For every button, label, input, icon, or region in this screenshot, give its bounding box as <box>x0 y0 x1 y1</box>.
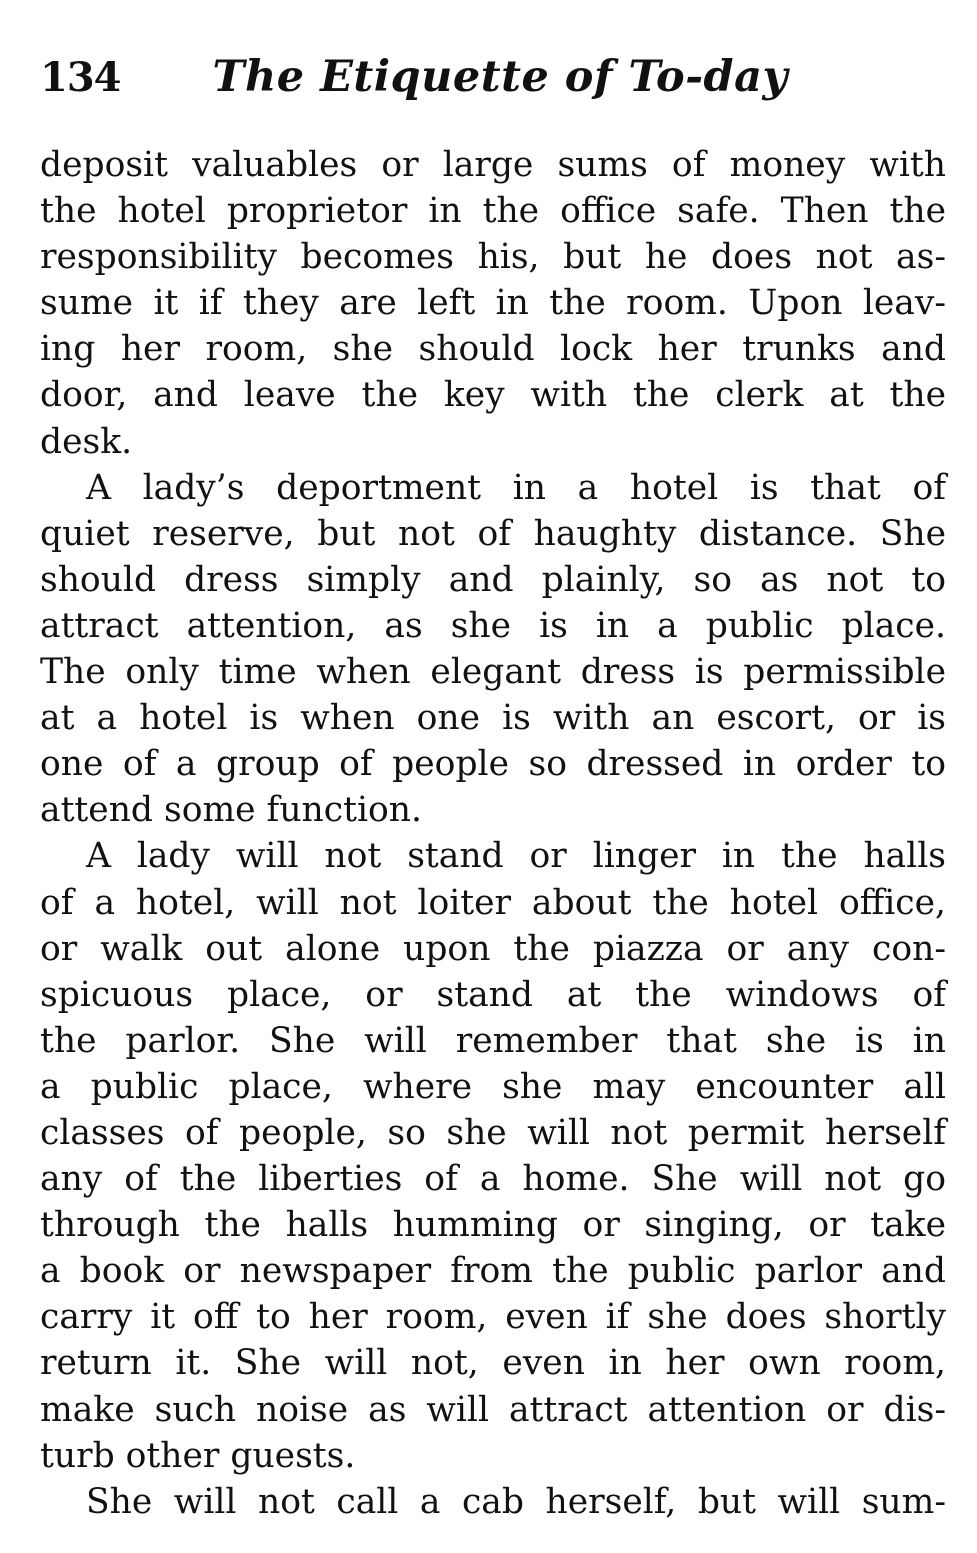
text-line: A lady will not stand or linger in the halls <box>86 836 946 877</box>
text-line: or walk out alone upon the piazza or any con- <box>40 928 946 969</box>
text-line: A lady’s deportment in a hotel is that of <box>86 467 946 508</box>
text-line: attend some function. <box>40 790 422 831</box>
text-line: should dress simply and plainly, so as not to <box>40 559 946 600</box>
text-line: sume it if they are left in the room. Upon leav- <box>40 283 946 324</box>
text-line: spicuous place, or stand at the windows of <box>40 974 946 1015</box>
text-line: deposit valuables or large sums of money with <box>40 145 946 185</box>
paragraph-4 <box>40 1479 946 1525</box>
text-line: a book or newspaper from the public parlor and <box>40 1251 946 1292</box>
text-line: make such noise as will attract attention or dis- <box>40 1389 946 1430</box>
text-line: at a hotel is when one is with an escort, or is <box>40 698 946 739</box>
text-line: turb other guests. <box>40 1435 356 1476</box>
text-line: She will not call a cab herself, but will sum- <box>86 1481 946 1522</box>
paragraph-1 <box>40 142 946 465</box>
text-line: classes of people, so she will not permit herself <box>40 1112 946 1153</box>
text-line: carry it off to her room, even if she does shortly <box>40 1297 946 1338</box>
text-line: through the halls humming or singing, or take <box>40 1205 946 1246</box>
text-line: one of a group of people so dressed in order to <box>40 744 946 785</box>
text-line: attract attention, as she is in a public place. <box>40 605 946 646</box>
running-head <box>40 52 788 112</box>
body-text <box>40 142 946 1525</box>
text-line: ing her room, she should lock her trunks and <box>40 329 946 370</box>
text-line: any of the liberties of a home. She will not go <box>40 1159 946 1200</box>
text-line: the hotel proprietor in the office safe. Then the <box>40 191 946 232</box>
text-line: the parlor. She will remember that she is in <box>40 1020 946 1061</box>
text-line: door, and leave the key with the clerk at the <box>40 375 946 416</box>
paragraph-3 <box>40 833 946 1478</box>
book-title: The Etiquette of To-day <box>212 52 788 102</box>
text-line: responsibility becomes his, but he does not as- <box>40 237 946 278</box>
paragraph-2 <box>40 465 946 834</box>
text-line: return it. She will not, even in her own room, <box>40 1343 946 1384</box>
text-line: a public place, where she may encounter all <box>40 1066 946 1107</box>
text-line: quiet reserve, but not of haughty distance. She <box>40 513 946 554</box>
text-line: The only time when elegant dress is permissible <box>40 652 946 693</box>
page-number: 134 <box>40 54 121 101</box>
text-line: desk. <box>40 421 133 462</box>
text-line: of a hotel, will not loiter about the hotel office, <box>40 882 946 923</box>
